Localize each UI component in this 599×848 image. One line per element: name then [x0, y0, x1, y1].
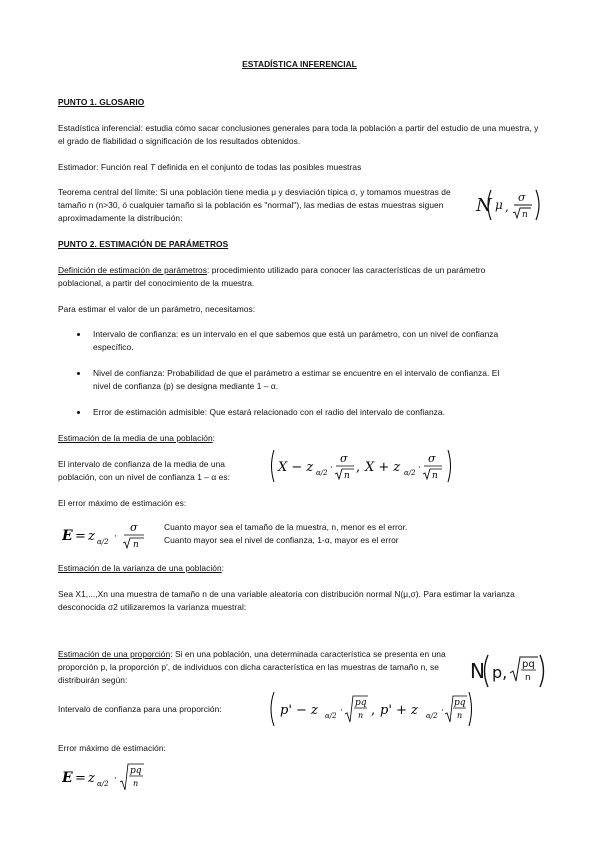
bullet-dot	[77, 333, 80, 336]
bullet-intervalo-confianza: Intervalo de confianza: es un intervalo en el que sabemos que está un parámetro, con un nivel de confianza específico.	[93, 329, 499, 352]
proporcion-body: : Si en una población, una determinada característica se presenta en una proporción p, la proporción p', de individuos con dicha característica en las muestras de tamaño n, se distribuirán según:	[58, 649, 446, 685]
def-estimacion-parametros	[58, 264, 528, 290]
svg-text:·: ·	[330, 463, 333, 473]
def-estimador	[58, 161, 361, 174]
svg-text:pq: pq	[454, 698, 466, 708]
error-proporcion-formula	[62, 760, 172, 796]
proporcion-distribution-formula	[468, 651, 548, 691]
svg-text:N: N	[470, 659, 485, 683]
estimador-pre: Estimador: Función real	[58, 162, 150, 172]
svg-text:E: E	[62, 770, 73, 786]
error-note-nivel: Cuanto mayor sea el nivel de confianza, 1-α, mayor es el error	[164, 535, 399, 545]
tcl-distribution-formula	[474, 184, 549, 226]
teorema-central-limite: Teorema central del límite: Si una población tiene media μ y desviación típica σ, y tomamos muestras de tamaño n (n>30, ó cualquier tamaño si la población es "normal"), las medias de estas muestras siguen aproximadamente la distribución:	[58, 187, 451, 223]
svg-text:X − z: X − z	[278, 460, 314, 475]
svg-text:α/2: α/2	[404, 469, 416, 477]
svg-text:·: ·	[340, 706, 343, 716]
page-title: ESTADÍSTICA INFERENCIAL	[242, 59, 357, 69]
svg-text:pq: pq	[522, 659, 535, 670]
svg-text:=: =	[75, 529, 86, 544]
svg-text:α/2: α/2	[97, 538, 109, 546]
svg-text:·: ·	[441, 706, 444, 716]
svg-text:α/2: α/2	[316, 469, 328, 477]
error-note-tamano: Cuanto mayor sea el tamaño de la muestra, n, menor es el error.	[164, 522, 408, 532]
media-heading-colon: :	[212, 433, 216, 443]
bullet-error-estimacion: Error de estimación admisible: Que estará relacionado con el radio del intervalo de confianza.	[93, 407, 445, 417]
svg-text:,: ,	[371, 703, 376, 718]
varianza-heading-colon: :	[221, 563, 225, 573]
svg-text:z: z	[88, 771, 95, 786]
def-estimacion-text: : procedimiento utilizado para conocer las características de un parámetro poblacional, a partir del conocimiento de la muestra.	[58, 265, 486, 288]
intervalo-proporcion-formula	[268, 688, 474, 730]
tcl-sigma-symbol: σ	[518, 191, 526, 204]
estimador-post: definida en el conjunto de todas las posibles muestras	[155, 162, 362, 172]
svg-text:α/2: α/2	[325, 712, 337, 720]
svg-text:σ: σ	[130, 521, 138, 534]
error-media-formula	[62, 517, 158, 553]
media-heading-label: Estimación de la media de una población	[58, 433, 213, 443]
media-heading	[58, 432, 215, 445]
bullet-dot	[77, 411, 80, 414]
svg-text:p,: p,	[492, 663, 508, 682]
svg-text:n: n	[358, 711, 364, 720]
proporcion-text	[58, 648, 464, 687]
svg-text:n: n	[525, 673, 531, 683]
svg-text:·: ·	[114, 532, 117, 542]
intervalo-proporcion-label: Intervalo de confianza para una proporción:	[58, 704, 222, 714]
svg-text:,: ,	[505, 200, 509, 214]
intervalo-media-text: El intervalo de confianza de la media de una población, con un nivel de confianza 1 – α es:	[58, 459, 230, 482]
varianza-text: Sea X1,...,Xn una muestra de tamaño n de una variable aleatoria con distribución normal N(μ,σ). Para estimar la varianza desconocida σ2 utilizaremos la varianza muestral:	[58, 589, 515, 612]
def-estimacion-label: Definición de estimación de parámetros	[58, 265, 208, 275]
svg-text:·: ·	[418, 463, 421, 473]
proporcion-heading: Estimación de una proporción	[58, 649, 171, 659]
svg-text:z: z	[88, 529, 95, 544]
svg-text:n: n	[344, 471, 350, 481]
svg-text:α/2: α/2	[426, 712, 438, 720]
para-estimar-text: Para estimar el valor de un parámetro, necesitamos:	[58, 304, 256, 314]
error-proporcion-label: Error máximo de estimación:	[58, 743, 166, 753]
svg-text:=: =	[75, 771, 86, 786]
section-1-heading: PUNTO 1. GLOSARIO	[58, 97, 145, 107]
svg-text:n: n	[457, 711, 463, 720]
error-maximo-text: El error máximo de estimación es:	[58, 498, 187, 508]
svg-text:E: E	[62, 528, 73, 544]
def-estadistica-inferencial: Estadística inferencial: estudia cómo sacar conclusiones generales para toda la población a partir del estudio de una muestra, y el grado de fiabilidad o significación de los resultados obtenidos.	[58, 123, 539, 146]
section-2-heading: PUNTO 2. ESTIMACIÓN DE PARÁMETROS	[58, 239, 229, 249]
svg-text:p' − z: p' − z	[280, 703, 318, 718]
svg-text:X + z: X + z	[365, 460, 401, 475]
estimador-symbol: T	[149, 162, 156, 172]
varianza-heading	[58, 562, 224, 575]
svg-text:p' + z: p' + z	[380, 703, 418, 718]
svg-text:·: ·	[114, 774, 117, 784]
intervalo-media-formula	[268, 446, 458, 486]
tcl-n-symbol: n	[522, 210, 528, 220]
svg-text:pq: pq	[355, 698, 367, 708]
svg-text:n: n	[133, 779, 139, 788]
bullet-dot	[77, 372, 80, 375]
svg-text:n: n	[133, 540, 139, 550]
varianza-heading-label: Estimación de la varianza de una población	[58, 563, 222, 573]
tcl-N-symbol: N	[476, 195, 492, 216]
svg-text:σ: σ	[340, 452, 348, 465]
bullet-nivel-confianza: Nivel de confianza: Probabilidad de que el parámetro a estimar se encuentre en el intervalo de confianza. El nivel de confianza (p) se designa mediante 1 – α.	[93, 368, 500, 391]
svg-text:α/2: α/2	[97, 780, 109, 788]
svg-text:pq: pq	[130, 766, 142, 776]
svg-text:,: ,	[356, 460, 361, 475]
svg-text:n: n	[432, 471, 438, 481]
tcl-mu-symbol: μ	[495, 198, 503, 212]
svg-text:σ: σ	[428, 452, 436, 465]
